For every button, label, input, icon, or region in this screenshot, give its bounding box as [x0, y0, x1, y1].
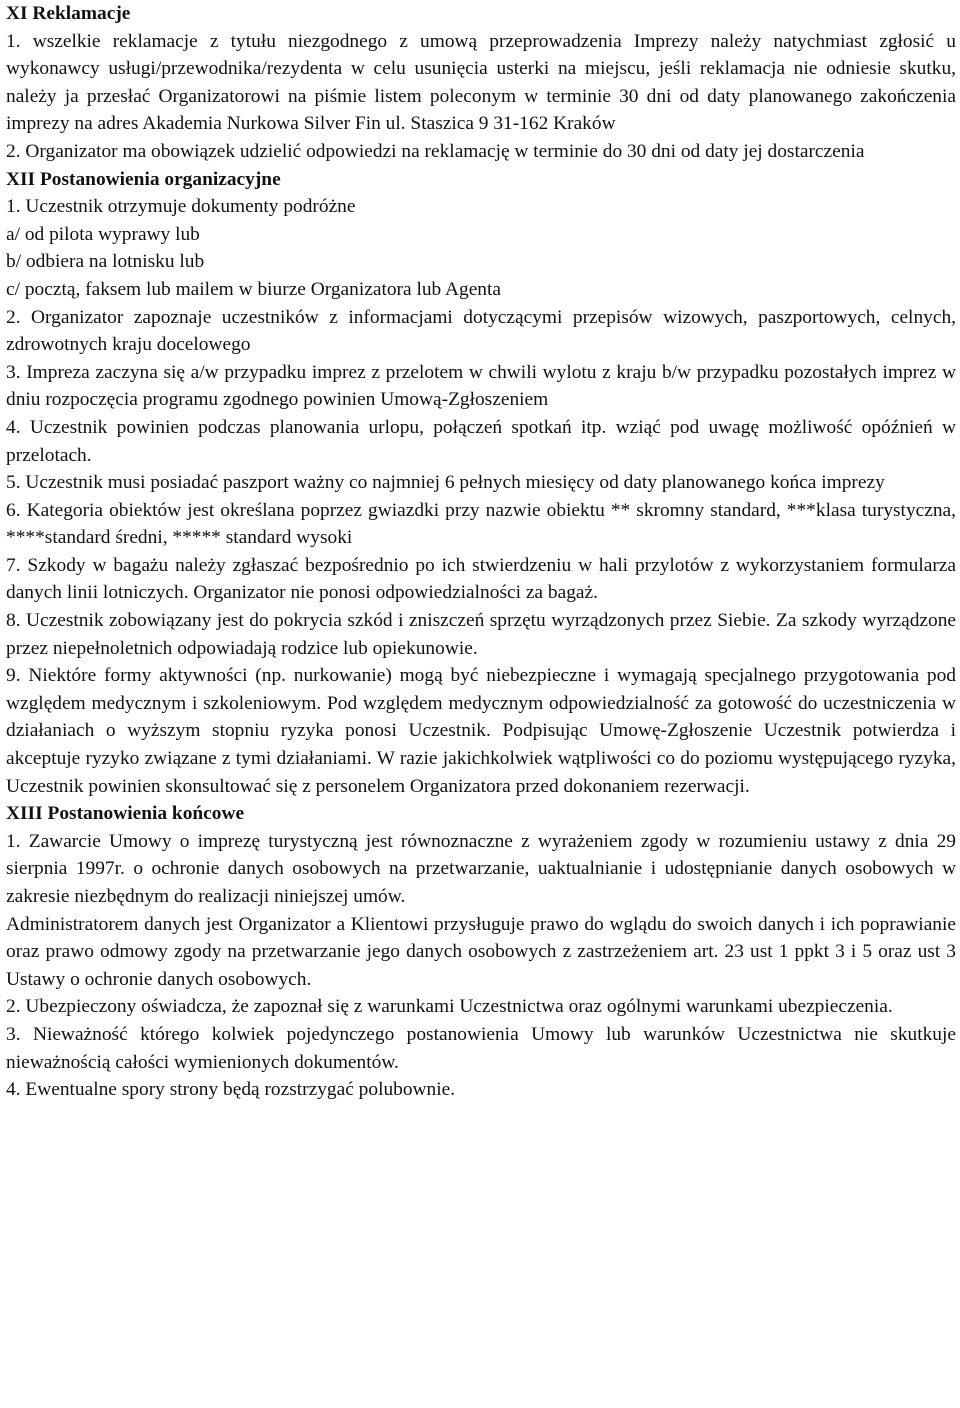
section-title: XII Postanowienia organizacyjne: [6, 168, 281, 190]
paragraph: 8. Uczestnik zobowiązany jest do pokrycia szkód i zniszczeń sprzętu wyrządzonych przez Siebie. Za szkody wyrządzone przez niepełnoletnich odpowiadają rodzice lub opiekunowie.: [6, 610, 956, 659]
list-item: b/ odbiera na lotnisku lub: [6, 251, 205, 273]
paragraph: 2. Organizator ma obowiązek udzielić odpowiedzi na reklamację w terminie do 30 dni od daty jej dostarczenia: [6, 140, 865, 162]
section-title: XI Reklamacje: [6, 3, 131, 24]
paragraph: 4. Ewentualne spory strony będą rozstrzygać polubownie.: [6, 1079, 456, 1101]
paragraph: 2. Organizator zapoznaje uczestników z informacjami dotyczącymi przepisów wizowych, paszportowych, celnych, zdrowotnych kraju docelowego: [6, 306, 956, 356]
paragraph: 4. Uczestnik powinien podczas planowania urlopu, połączeń spotkań itp. wziąć pod uwagę możliwość opóźnień w przelotach.: [6, 416, 956, 466]
paragraph: Administratorem danych jest Organizator a Klientowi przysługuje prawo do wglądu do swoich danych i ich poprawianie oraz prawo odmowy zgody na przetwarzanie jego danych osobowych z zastrzeżeniem art. 23 ust 1 ppkt 3 i 5 oraz ust 3 Ustawy o ochronie danych osobowych.: [6, 913, 956, 990]
paragraph: 9. Niektóre formy aktywności (np. nurkowanie) mogą być niebezpieczne i wymagają specjalnego przygotowania pod względem medycznym i szkoleniowym. Pod względem medycznym odpowiedzialność za gotowość do uczestniczenia w działaniach o wyższym stopniu ryzyka ponosi Uczestnik. Podpisując Umowę-Zgłoszenie Uczestnik potwierdza i akceptuje ryzyko związane z tymi działaniami. W razie jakichkolwiek wątpliwości co do poziomu występującego ryzyka, Uczestnik powinien skonsultować się z personelem Organizatora przed dokonaniem rezerwacji.: [6, 665, 956, 797]
paragraph: 1. wszelkie reklamacje z tytułu niezgodnego z umową przeprowadzenia Imprezy należy natychmiast zgłosić u wykonawcy usługi/przewodnika/rezydenta w celu usunięcia usterki na miejscu, jeśli reklamacja nie odniesie skutku, należy ja przesłać Organizatorowi na piśmie listem poleconym w terminie 30 dni od daty planowanego zakończenia imprezy na adres Akademia Nurkowa Silver Fin ul. Staszica 9 31-162 Kraków: [6, 30, 956, 135]
list-item: c/ pocztą, faksem lub mailem w biurze Organizatora lub Agenta: [6, 278, 502, 300]
paragraph: 2. Ubezpieczony oświadcza, że zapoznał się z warunkami Uczestnictwa oraz ogólnymi warunkami ubezpieczenia.: [6, 996, 893, 1018]
section-title: XIII Postanowienia końcowe: [6, 803, 245, 825]
paragraph: 7. Szkody w bagażu należy zgłaszać bezpośrednio po ich stwierdzeniu w hali przylotów z wykorzystaniem formularza danych linii lotniczych. Organizator nie ponosi odpowiedzialności za bagaż.: [6, 554, 956, 604]
paragraph: 3. Impreza zaczyna się a/w przypadku imprez z przelotem w chwili wylotu z kraju b/w przypadku pozostałych imprez w dniu rozpoczęcia programu zgodnego powinien Umową-Zgłoszeniem: [6, 361, 956, 411]
paragraph: 3. Nieważność którego kolwiek pojedynczego postanowienia Umowy lub warunków Uczestnictwa nie skutkuje nieważnością całości wymienionych dokumentów.: [6, 1023, 956, 1073]
paragraph: 1. Uczestnik otrzymuje dokumenty podróżne: [6, 196, 356, 218]
paragraph: 6. Kategoria obiektów jest określana poprzez gwiazdki przy nazwie obiektu ** skromny standard, ***klasa turystyczna, ****standard średni, ***** standard wysoki: [6, 499, 956, 549]
paragraph: 1. Zawarcie Umowy o imprezę turystyczną jest równoznaczne z wyrażeniem zgody w rozumieniu ustawy z dnia 29 sierpnia 1997r. o ochronie danych osobowych na przetwarzanie, uaktualnianie i udostępnianie danych osobowych w zakresie niezbędnym do realizacji niniejszej umów.: [6, 830, 956, 907]
list-item: a/ od pilota wyprawy lub: [6, 223, 200, 245]
paragraph: 5. Uczestnik musi posiadać paszport ważny co najmniej 6 pełnych miesięcy od daty planowanego końca imprezy: [6, 472, 885, 494]
document-page: [6, 0, 956, 1104]
